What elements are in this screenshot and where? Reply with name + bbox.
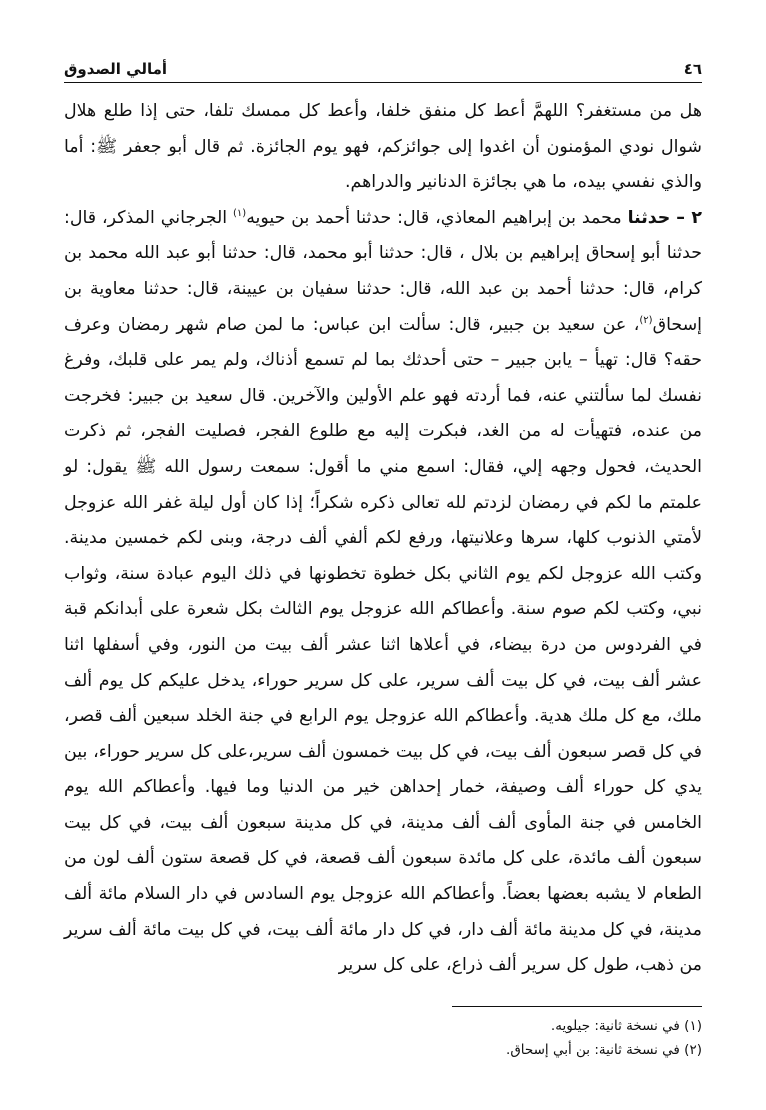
footnotes [64,1014,702,1062]
footnote-1: (١) في نسخة ثانية: جيلويه. [550,1018,702,1034]
hadith-lead-word: حدثنا [627,207,671,228]
hadith-text: ، عن سعيد بن جبير، قال: سألت ابن عباس: ما لمن صام شهر رمضان وعرف حقه؟ قال: تهيأ – يابن جبير – حتى أحدثك بما لم تسمع أذناك، ولم يمر على قلبك، وفرغ نفسك لما سألتني عنه، فما أردته فهو علم الأولين والآخرين. قال سعيد بن جبير: فخرجت من عنده، فتهيأت له من الغد، فبكرت إليه مع طلوع الفجر، فصليت الفجر، ثم ذكرت الحديث، فحول وجهه إلي، فقال: اسمع مني ما أقول: سمعت رسول الله ﷺ يقول: لو علمتم ما لكم في رمضان لزدتم لله تعالى ذكره شكراً؛ إذا كان أول ليلة غفر الله عزوجل لأمتي الذنوب كلها، سرها وعلانيتها، ورفع لكم ألفي ألف درجة، وبنى لكم خمسين مدينة. وكتب الله عزوجل لكم يوم الثاني بكل خطوة تخطونها في ذلك اليوم عبادة سنة، وثواب نبي، وكتب لكم صوم سنة. وأعطاكم الله عزوجل يوم الثالث بكل شعرة على أبدانكم قبة في الفردوس من درة بيضاء، في أعلاها اثنا عشر ألف بيت من النور، وفي أسفلها اثنا عشر ألف بيت، في كل بيت ألف سرير، على كل سرير حوراء، يدخل عليكم كل يوم ألف ملك، مع كل ملك هدية. وأعطاكم الله عزوجل يوم الرابع في جنة الخلد سبعين ألف قصر، في كل قصر سبعون ألف بيت، في كل بيت خمسون ألف سرير،على كل سرير حوراء، بين يدي كل حوراء ألف وصيفة، خمار إحداهن خير من الدنيا وما فيها. وأعطاكم الله يوم الخامس في جنة المأوى ألف ألف مدينة، في كل مدينة سبعون ألف بيت، في كل بيت سبعون ألف مائدة، على كل مائدة سبعون ألف قصعة، في كل قصعة ستون ألف لون من الطعام لا يشبه بعضها بعضاً. وأعطاكم الله عزوجل يوم السادس في دار السلام مائة ألف مدينة، في كل مدينة مائة ألف دار، في كل دار مائة ألف بيت، في كل بيت مائة ألف سرير من ذهب، طول كل سرير ألف ذراع، على كل سرير [64,314,702,976]
footnote-2: (٢) في نسخة ثانية: بن أبي إسحاق. [506,1042,702,1058]
hadith-number: ٢ – [676,207,702,228]
hadith-chain-part-2: الجرجاني المذكر، قال: حدثنا أبو إسحاق إبراهيم بن بلال ، قال: حدثنا أبو محمد، قال: حدثنا أبو عبد الله محمد بن كرام، قال: حدثنا أحمد بن عبد الله، قال: حدثنا سفيان بن عيينة، قال: حدثنا معاوية بن إسحاق [64,207,702,335]
main-text [64,94,702,984]
opening-paragraph: هل من مستغفر؟ اللهمَّ أعط كل منفق خلفا، وأعط كل ممسك تلفا، حتى إذا طلع هلال شوال نودي المؤمنون أن اغدوا إلى جوائزكم، فهو يوم الجائزة. ثم قال أبو جعفر ﷺ: أما والذي نفسي بيده، ما هي بجائزة الدنانير والدراهم. [64,101,702,193]
header-divider [64,82,702,83]
hadith-chain-part-1: محمد بن إبراهيم المعاذي، قال: حدثنا أحمد بن حيويه [246,207,628,228]
footnote-divider [452,1006,702,1007]
hadith-paragraph [64,201,702,984]
footnote-reference-2: (٢) [639,314,653,326]
page-number: ٤٦ [683,60,702,78]
running-header [64,52,702,78]
footnote-reference-1: (١) [233,207,247,219]
book-title: أمالي الصدوق [64,60,168,78]
